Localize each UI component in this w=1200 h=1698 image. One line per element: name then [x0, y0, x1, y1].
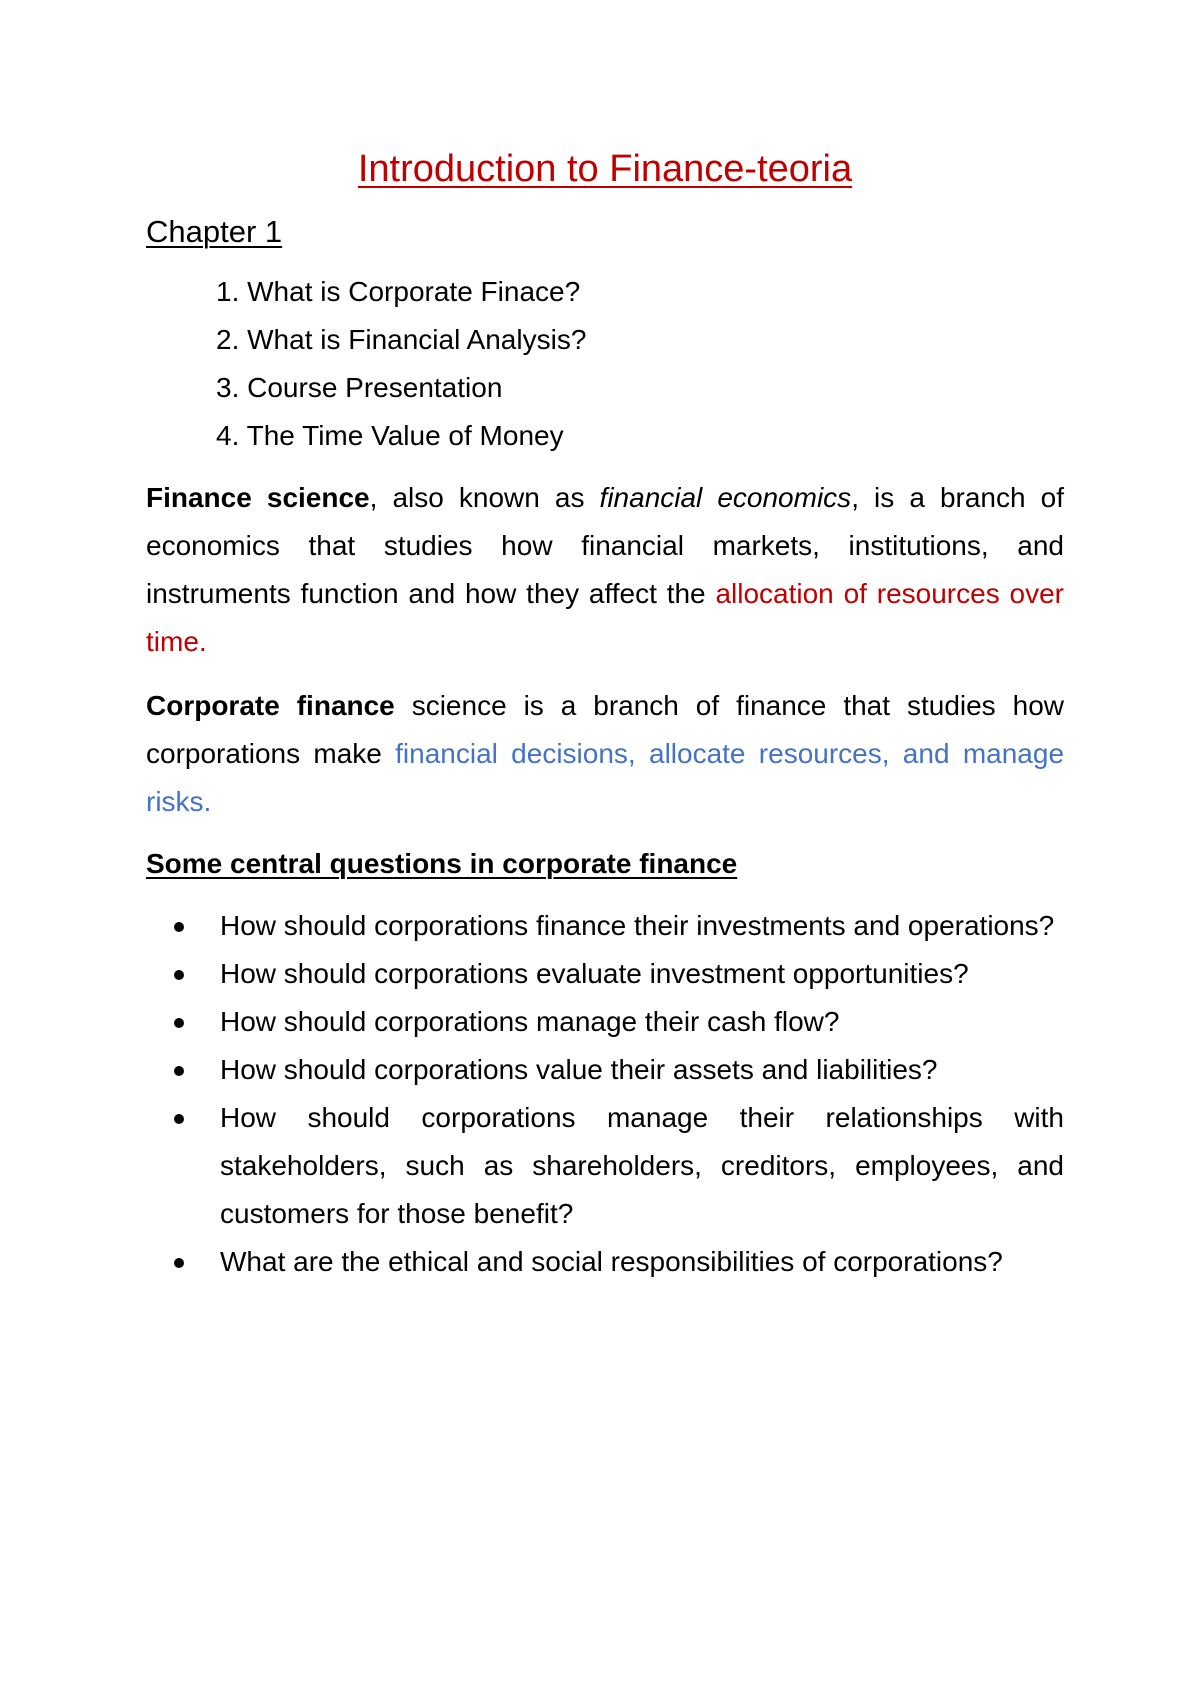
- bullet-icon: [174, 1066, 184, 1076]
- decisions-highlight: financial decisions, allocate resources, and manage risks.: [146, 738, 1065, 817]
- page-title: Introduction to Finance-teoria: [357, 148, 853, 190]
- list-item: [146, 950, 1064, 998]
- question-text: How should corporations evaluate investment opportunities?: [220, 958, 969, 989]
- bullet-icon: [174, 1018, 184, 1028]
- list-item: 2. What is Financial Analysis?: [216, 324, 587, 355]
- corporate-finance-term: Corporate finance: [146, 690, 395, 721]
- bullet-icon: [174, 1114, 184, 1124]
- corporate-finance-paragraph: [146, 682, 1064, 826]
- list-item: 3. Course Presentation: [216, 372, 503, 403]
- question-text: How should corporations value their assets and liabilities?: [220, 1054, 938, 1085]
- finance-science-paragraph: [146, 474, 1064, 666]
- paragraph-text: , is a branch of economics that studies how financial markets, institutions, and instruments function and how they affect the: [146, 482, 1064, 609]
- list-item: [146, 1238, 1064, 1286]
- finance-science-term: Finance science: [146, 482, 370, 513]
- bullet-icon: [174, 1258, 184, 1268]
- question-text: How should corporations manage their cash flow?: [220, 1006, 840, 1037]
- questions-list: [146, 902, 1064, 1286]
- paragraph-text: science is a branch of finance that studies how corporations make: [146, 690, 1064, 769]
- chapter-contents-list: [146, 268, 1064, 460]
- financial-economics-term: financial economics: [599, 482, 852, 513]
- list-item: [146, 902, 1064, 950]
- allocation-highlight: allocation of resources over time.: [146, 578, 1064, 657]
- questions-heading: Some central questions in corporate finance: [146, 848, 738, 879]
- bullet-icon: [174, 970, 184, 980]
- list-item: [146, 998, 1064, 1046]
- list-item: 1. What is Corporate Finace?: [216, 276, 581, 307]
- list-item: 4. The Time Value of Money: [216, 420, 564, 451]
- list-item: [146, 1046, 1064, 1094]
- bullet-icon: [174, 922, 184, 932]
- paragraph-text: , also known as: [369, 482, 600, 513]
- question-text: How should corporations manage their relationships with stakeholders, such as shareholders, creditors, employees, and customers for those benefit?: [220, 1102, 1064, 1229]
- question-text: How should corporations finance their investments and operations?: [220, 910, 1055, 941]
- list-item: [146, 1094, 1064, 1238]
- chapter-heading: Chapter 1: [146, 214, 283, 249]
- question-text: What are the ethical and social responsibilities of corporations?: [220, 1246, 1003, 1277]
